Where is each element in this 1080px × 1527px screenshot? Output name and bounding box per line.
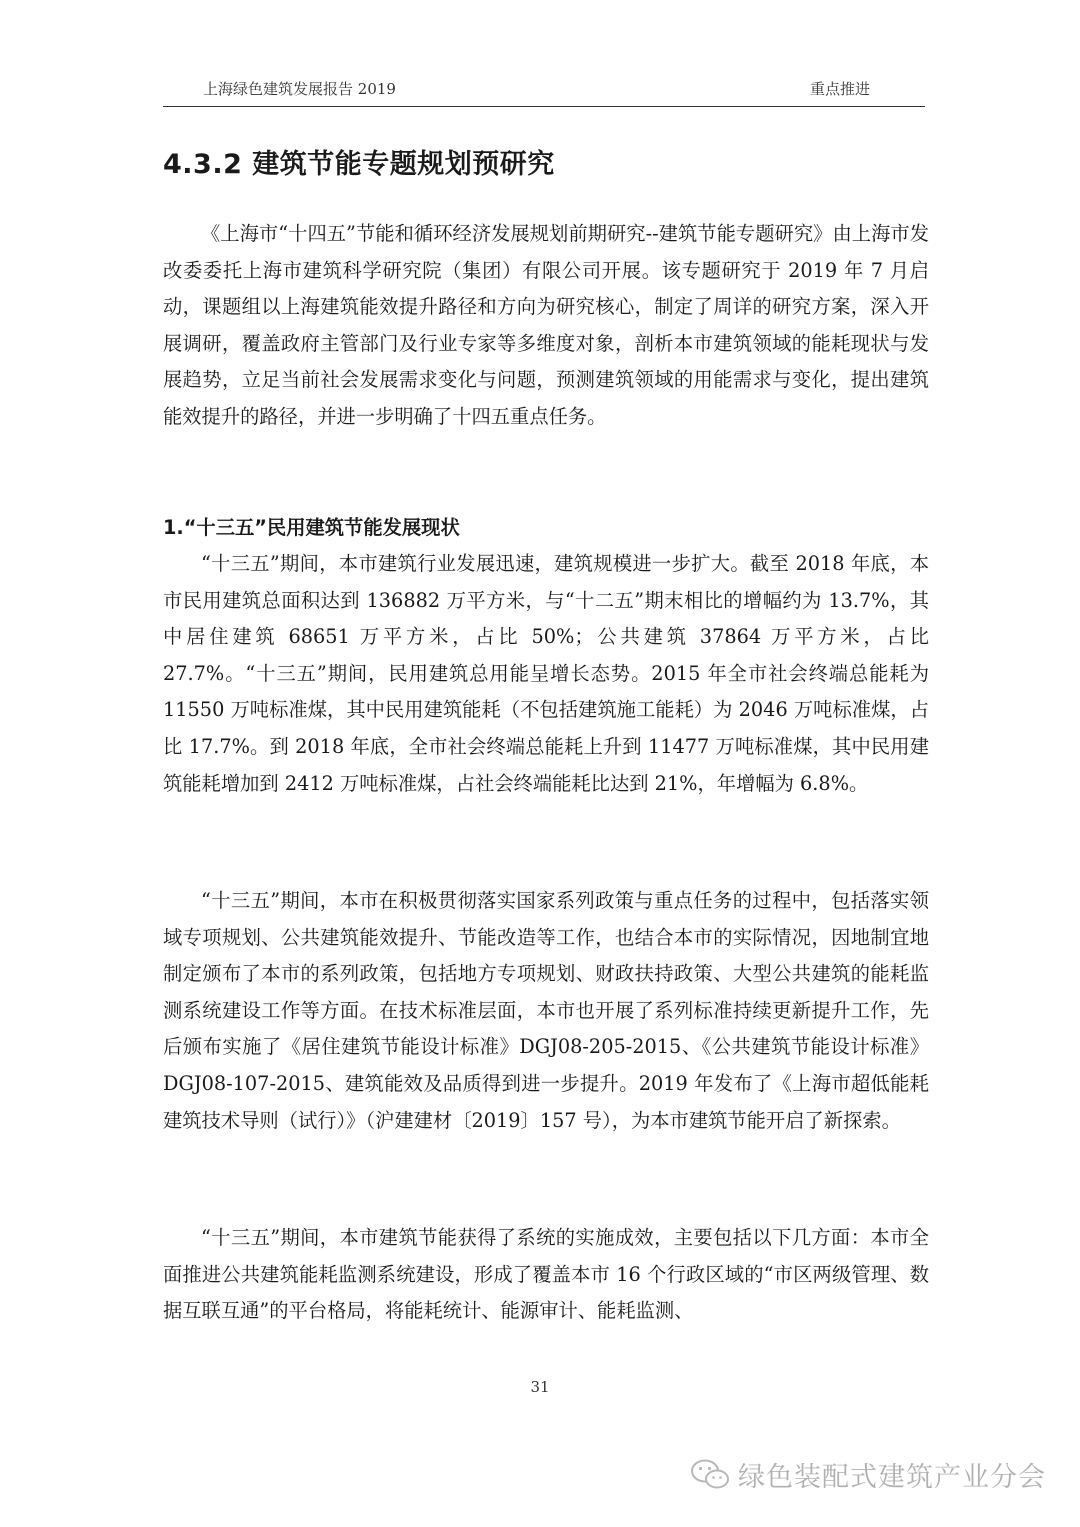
- sub-heading-status: 1.“十三五”民用建筑节能发展现状: [163, 516, 460, 539]
- paragraph-status: “十三五”期间，本市建筑行业发展迅速，建筑规模进一步扩大。截至 2018 年底，本市民用建筑总面积达到 136882 万平方米，与“十二五”期末相比的增幅约为 13.7%，其中居住建筑 68651 万平方米，占比 50%；公共建筑 37864 万平方米，占比 27.7%。“十三五”期间，民用建筑总用能呈增长态势。2015 年全市社会终端总能耗为 11550 万吨标准煤，其中民用建筑能耗（不包括建筑施工能耗）为 2046 万吨标准煤，占比 17.7%。到 2018 年底，全市社会终端总能耗上升到 11477 万吨标准煤，其中民用建筑能耗增加到 2412 万吨标准煤，占社会终端能耗比达到 21%，年增幅为 6.8%。: [163, 552, 929, 795]
- header-report-title: 上海绿色建筑发展报告 2019: [203, 80, 396, 98]
- paragraph-intro: 《上海市“十四五”节能和循环经济发展规划前期研究--建筑节能专题研究》由上海市发改委委托上海市建筑科学研究院（集团）有限公司开展。该专题研究于 2019 年 7 月启动，课题组以上海建筑能效提升路径和方向为研究核心，制定了周详的研究方案，深入开展调研，覆盖政府主管部门及行业专家等多维度对象，剖析本市建筑领域的能耗现状与发展趋势，立足当前社会发展需求变化与问题，预测建筑领域的用能需求与变化，提出建筑能效提升的路径，并进一步明确了十四五重点任务。: [163, 222, 929, 428]
- header-section-name: 重点推进: [809, 80, 870, 98]
- page-header: [163, 74, 925, 107]
- watermark: [690, 1455, 1046, 1494]
- watermark-text: 绿色装配式建筑产业分会: [738, 1462, 1046, 1493]
- page-number: 31: [530, 1378, 550, 1396]
- paragraph-results: “十三五”期间，本市建筑节能获得了系统的实施成效，主要包括以下几方面：本市全面推进公共建筑能耗监测系统建设，形成了覆盖本市 16 个行政区域的“市区两级管理、数据互联互通”的平台格局，将能耗统计、能源审计、能耗监测、: [163, 1226, 929, 1323]
- section-title: 4.3.2 建筑节能专题规划预研究: [163, 149, 555, 180]
- paragraph-policy: “十三五”期间，本市在积极贯彻落实国家系列政策与重点任务的过程中，包括落实领域专项规划、公共建筑能效提升、节能改造等工作，也结合本市的实际情况，因地制宜地制定颁布了本市的系列政策，包括地方专项规划、财政扶持政策、大型公共建筑的能耗监测系统建设工作等方面。在技术标准层面，本市也开展了系列标准持续更新提升工作，先后颁布实施了《居住建筑节能设计标准》DGJ08-205-2015、《公共建筑节能设计标准》DGJ08-107-2015、建筑能效及品质得到进一步提升。2019 年发布了《上海市超低能耗建筑技术导则（试行）》（沪建建材〔2019〕157 号），为本市建筑节能开启了新探索。: [163, 889, 929, 1132]
- wechat-icon: [690, 1458, 730, 1492]
